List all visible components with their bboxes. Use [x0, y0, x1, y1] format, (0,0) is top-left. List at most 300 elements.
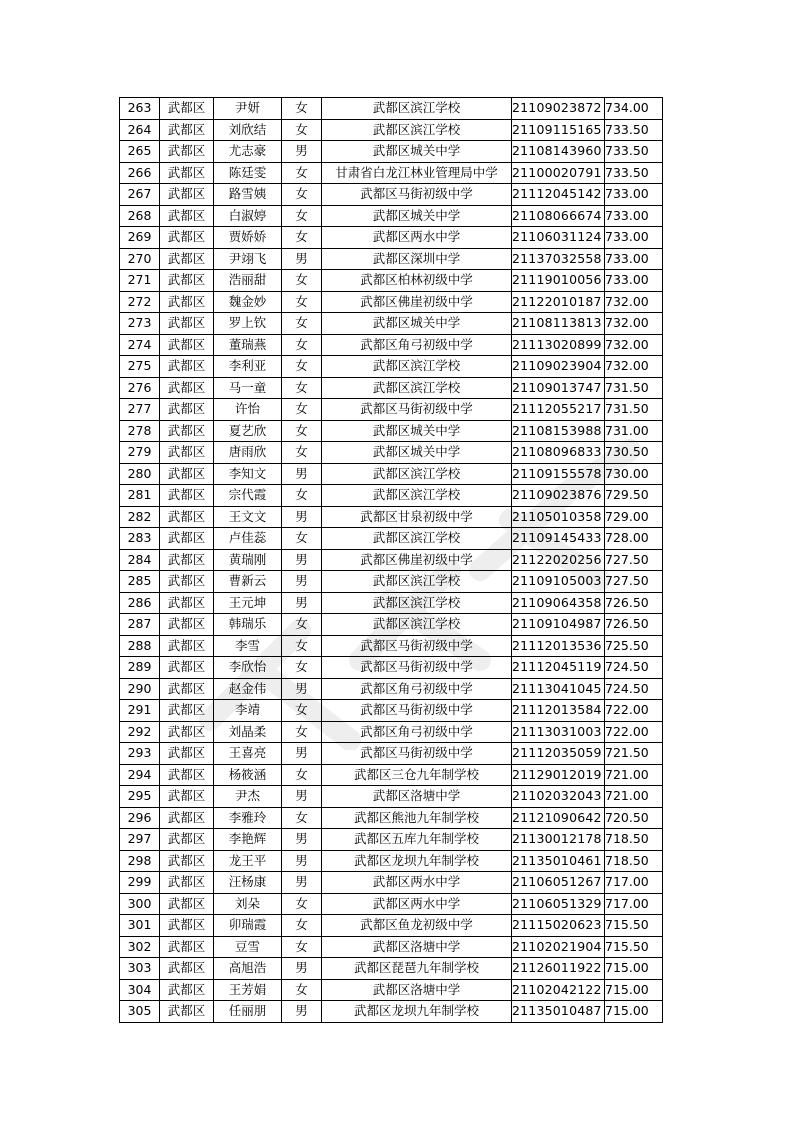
seq-cell: 283 [120, 528, 160, 550]
exam-id-cell: 21112013536 [512, 635, 605, 657]
gender-cell: 男 [282, 506, 322, 528]
district-cell: 武都区 [160, 377, 214, 399]
name-cell: 任丽朋 [214, 1001, 282, 1023]
score-cell: 733.00 [605, 184, 663, 206]
gender-cell: 女 [282, 291, 322, 313]
gender-cell: 男 [282, 743, 322, 765]
table-row [120, 571, 663, 593]
table-row [120, 506, 663, 528]
district-cell: 武都区 [160, 1001, 214, 1023]
score-cell: 731.50 [605, 377, 663, 399]
score-cell: 733.50 [605, 119, 663, 141]
table-row [120, 399, 663, 421]
district-cell: 武都区 [160, 356, 214, 378]
score-cell: 728.00 [605, 528, 663, 550]
exam-id-cell: 21109145433 [512, 528, 605, 550]
score-cell: 733.00 [605, 227, 663, 249]
gender-cell: 男 [282, 850, 322, 872]
table-row [120, 528, 663, 550]
gender-cell: 女 [282, 270, 322, 292]
seq-cell: 282 [120, 506, 160, 528]
exam-id-cell: 21112045119 [512, 657, 605, 679]
table-row [120, 936, 663, 958]
school-cell: 武都区马街初级中学 [322, 657, 512, 679]
name-cell: 李利亚 [214, 356, 282, 378]
score-cell: 715.00 [605, 1001, 663, 1023]
school-cell: 武都区马街初级中学 [322, 700, 512, 722]
district-cell: 武都区 [160, 958, 214, 980]
seq-cell: 274 [120, 334, 160, 356]
name-cell: 尹杰 [214, 786, 282, 808]
exam-id-cell: 21119010056 [512, 270, 605, 292]
score-cell: 720.50 [605, 807, 663, 829]
district-cell: 武都区 [160, 614, 214, 636]
district-cell: 武都区 [160, 700, 214, 722]
seq-cell: 298 [120, 850, 160, 872]
school-cell: 武都区马街初级中学 [322, 184, 512, 206]
name-cell: 李欣怡 [214, 657, 282, 679]
name-cell: 魏金妙 [214, 291, 282, 313]
seq-cell: 267 [120, 184, 160, 206]
name-cell: 王文文 [214, 506, 282, 528]
school-cell: 武都区琵琶九年制学校 [322, 958, 512, 980]
school-cell: 武都区鱼龙初级中学 [322, 915, 512, 937]
district-cell: 武都区 [160, 270, 214, 292]
district-cell: 武都区 [160, 936, 214, 958]
name-cell: 李靖 [214, 700, 282, 722]
school-cell: 武都区滨江学校 [322, 571, 512, 593]
gender-cell: 女 [282, 334, 322, 356]
exam-id-cell: 21108066674 [512, 205, 605, 227]
gender-cell: 女 [282, 915, 322, 937]
school-cell: 武都区两水中学 [322, 872, 512, 894]
district-cell: 武都区 [160, 592, 214, 614]
gender-cell: 男 [282, 463, 322, 485]
table-row [120, 463, 663, 485]
name-cell: 许怡 [214, 399, 282, 421]
score-cell: 733.50 [605, 141, 663, 163]
school-cell: 武都区滨江学校 [322, 463, 512, 485]
score-cell: 725.50 [605, 635, 663, 657]
exam-id-cell: 21108096833 [512, 442, 605, 464]
name-cell: 韩瑞乐 [214, 614, 282, 636]
district-cell: 武都区 [160, 678, 214, 700]
table-row [120, 721, 663, 743]
gender-cell: 男 [282, 549, 322, 571]
seq-cell: 269 [120, 227, 160, 249]
exam-id-cell: 21109064358 [512, 592, 605, 614]
district-cell: 武都区 [160, 979, 214, 1001]
exam-id-cell: 21109155578 [512, 463, 605, 485]
gender-cell: 女 [282, 485, 322, 507]
table-row [120, 334, 663, 356]
name-cell: 高旭浩 [214, 958, 282, 980]
district-cell: 武都区 [160, 571, 214, 593]
exam-id-cell: 21106051267 [512, 872, 605, 894]
name-cell: 王喜亮 [214, 743, 282, 765]
score-cell: 732.00 [605, 356, 663, 378]
district-cell: 武都区 [160, 119, 214, 141]
score-cell: 724.50 [605, 678, 663, 700]
gender-cell: 男 [282, 1001, 322, 1023]
score-cell: 730.50 [605, 442, 663, 464]
seq-cell: 289 [120, 657, 160, 679]
table-row [120, 678, 663, 700]
exam-id-cell: 21106031124 [512, 227, 605, 249]
school-cell: 武都区洛塘中学 [322, 979, 512, 1001]
gender-cell: 女 [282, 184, 322, 206]
gender-cell: 女 [282, 119, 322, 141]
table-row [120, 893, 663, 915]
district-cell: 武都区 [160, 549, 214, 571]
score-cell: 733.50 [605, 162, 663, 184]
name-cell: 尹翊飞 [214, 248, 282, 270]
district-cell: 武都区 [160, 463, 214, 485]
school-cell: 甘肃省白龙江林业管理局中学 [322, 162, 512, 184]
score-cell: 729.50 [605, 485, 663, 507]
name-cell: 尹妍 [214, 98, 282, 120]
seq-cell: 285 [120, 571, 160, 593]
table-row [120, 850, 663, 872]
seq-cell: 277 [120, 399, 160, 421]
district-cell: 武都区 [160, 205, 214, 227]
exam-id-cell: 21106051329 [512, 893, 605, 915]
table-row [120, 119, 663, 141]
exam-id-cell: 21109115165 [512, 119, 605, 141]
name-cell: 曹新云 [214, 571, 282, 593]
name-cell: 李知文 [214, 463, 282, 485]
exam-id-cell: 21102021904 [512, 936, 605, 958]
school-cell: 武都区两水中学 [322, 893, 512, 915]
school-cell: 武都区角弓初级中学 [322, 678, 512, 700]
name-cell: 赵金伟 [214, 678, 282, 700]
name-cell: 李雅玲 [214, 807, 282, 829]
district-cell: 武都区 [160, 141, 214, 163]
score-table [119, 97, 663, 1023]
exam-id-cell: 21105010358 [512, 506, 605, 528]
exam-id-cell: 21109105003 [512, 571, 605, 593]
seq-cell: 303 [120, 958, 160, 980]
table-row [120, 657, 663, 679]
score-cell: 721.00 [605, 786, 663, 808]
district-cell: 武都区 [160, 721, 214, 743]
exam-id-cell: 21137032558 [512, 248, 605, 270]
seq-cell: 266 [120, 162, 160, 184]
district-cell: 武都区 [160, 248, 214, 270]
seq-cell: 296 [120, 807, 160, 829]
seq-cell: 288 [120, 635, 160, 657]
table-row [120, 786, 663, 808]
gender-cell: 女 [282, 227, 322, 249]
school-cell: 武都区城关中学 [322, 141, 512, 163]
school-cell: 武都区角弓初级中学 [322, 334, 512, 356]
district-cell: 武都区 [160, 850, 214, 872]
school-cell: 武都区五库九年制学校 [322, 829, 512, 851]
district-cell: 武都区 [160, 420, 214, 442]
gender-cell: 男 [282, 141, 322, 163]
exam-id-cell: 21102042122 [512, 979, 605, 1001]
school-cell: 武都区滨江学校 [322, 356, 512, 378]
score-cell: 727.50 [605, 549, 663, 571]
school-cell: 武都区滨江学校 [322, 119, 512, 141]
score-cell: 733.00 [605, 248, 663, 270]
table-row [120, 958, 663, 980]
exam-id-cell: 21122010187 [512, 291, 605, 313]
exam-id-cell: 21112035059 [512, 743, 605, 765]
name-cell: 刘朵 [214, 893, 282, 915]
name-cell: 李艳辉 [214, 829, 282, 851]
seq-cell: 295 [120, 786, 160, 808]
table-row [120, 162, 663, 184]
table-row [120, 614, 663, 636]
table-row [120, 979, 663, 1001]
seq-cell: 273 [120, 313, 160, 335]
school-cell: 武都区佛崖初级中学 [322, 291, 512, 313]
score-cell: 715.50 [605, 936, 663, 958]
score-cell: 718.50 [605, 850, 663, 872]
gender-cell: 女 [282, 399, 322, 421]
score-cell: 726.50 [605, 614, 663, 636]
school-cell: 武都区两水中学 [322, 227, 512, 249]
table-row [120, 442, 663, 464]
district-cell: 武都区 [160, 184, 214, 206]
gender-cell: 女 [282, 98, 322, 120]
table-row [120, 141, 663, 163]
gender-cell: 女 [282, 614, 322, 636]
table-row [120, 549, 663, 571]
name-cell: 陈廷雯 [214, 162, 282, 184]
table-row [120, 485, 663, 507]
seq-cell: 280 [120, 463, 160, 485]
district-cell: 武都区 [160, 764, 214, 786]
table-row [120, 872, 663, 894]
seq-cell: 275 [120, 356, 160, 378]
seq-cell: 268 [120, 205, 160, 227]
district-cell: 武都区 [160, 313, 214, 335]
score-cell: 734.00 [605, 98, 663, 120]
score-cell: 731.50 [605, 399, 663, 421]
seq-cell: 279 [120, 442, 160, 464]
table-row [120, 205, 663, 227]
gender-cell: 女 [282, 657, 322, 679]
seq-cell: 272 [120, 291, 160, 313]
seq-cell: 278 [120, 420, 160, 442]
seq-cell: 300 [120, 893, 160, 915]
school-cell: 武都区滨江学校 [322, 377, 512, 399]
school-cell: 武都区龙坝九年制学校 [322, 1001, 512, 1023]
name-cell: 罗上钦 [214, 313, 282, 335]
gender-cell: 女 [282, 936, 322, 958]
table-row [120, 592, 663, 614]
exam-id-cell: 21102032043 [512, 786, 605, 808]
exam-id-cell: 21121090642 [512, 807, 605, 829]
district-cell: 武都区 [160, 915, 214, 937]
exam-id-cell: 21113031003 [512, 721, 605, 743]
score-cell: 718.50 [605, 829, 663, 851]
district-cell: 武都区 [160, 829, 214, 851]
seq-cell: 265 [120, 141, 160, 163]
gender-cell: 男 [282, 829, 322, 851]
gender-cell: 女 [282, 162, 322, 184]
exam-id-cell: 21135010461 [512, 850, 605, 872]
score-cell: 715.00 [605, 958, 663, 980]
school-cell: 武都区龙坝九年制学校 [322, 850, 512, 872]
school-cell: 武都区滨江学校 [322, 592, 512, 614]
exam-id-cell: 21113020899 [512, 334, 605, 356]
name-cell: 刘晶柔 [214, 721, 282, 743]
gender-cell: 女 [282, 807, 322, 829]
table-row [120, 227, 663, 249]
school-cell: 武都区深圳中学 [322, 248, 512, 270]
seq-cell: 276 [120, 377, 160, 399]
school-cell: 武都区佛崖初级中学 [322, 549, 512, 571]
table-row [120, 291, 663, 313]
district-cell: 武都区 [160, 98, 214, 120]
table-row [120, 915, 663, 937]
name-cell: 卢佳蕊 [214, 528, 282, 550]
seq-cell: 293 [120, 743, 160, 765]
school-cell: 武都区三仓九年制学校 [322, 764, 512, 786]
table-row [120, 1001, 663, 1023]
exam-id-cell: 21109023904 [512, 356, 605, 378]
name-cell: 刘欣结 [214, 119, 282, 141]
school-cell: 武都区马街初级中学 [322, 399, 512, 421]
name-cell: 卯瑞霞 [214, 915, 282, 937]
table-row [120, 743, 663, 765]
table-row [120, 764, 663, 786]
gender-cell: 男 [282, 786, 322, 808]
seq-cell: 284 [120, 549, 160, 571]
gender-cell: 女 [282, 635, 322, 657]
gender-cell: 男 [282, 872, 322, 894]
score-cell: 726.50 [605, 592, 663, 614]
seq-cell: 291 [120, 700, 160, 722]
name-cell: 王芳娟 [214, 979, 282, 1001]
exam-id-cell: 21130012178 [512, 829, 605, 851]
score-cell: 730.00 [605, 463, 663, 485]
exam-id-cell: 21129012019 [512, 764, 605, 786]
name-cell: 董瑞燕 [214, 334, 282, 356]
district-cell: 武都区 [160, 807, 214, 829]
seq-cell: 271 [120, 270, 160, 292]
district-cell: 武都区 [160, 399, 214, 421]
gender-cell: 女 [282, 721, 322, 743]
gender-cell: 男 [282, 571, 322, 593]
name-cell: 马一童 [214, 377, 282, 399]
gender-cell: 女 [282, 442, 322, 464]
exam-id-cell: 21135010487 [512, 1001, 605, 1023]
gender-cell: 女 [282, 356, 322, 378]
district-cell: 武都区 [160, 528, 214, 550]
table-row [120, 270, 663, 292]
gender-cell: 女 [282, 893, 322, 915]
name-cell: 龙王平 [214, 850, 282, 872]
table-row [120, 356, 663, 378]
school-cell: 武都区滨江学校 [322, 485, 512, 507]
school-cell: 武都区城关中学 [322, 205, 512, 227]
table-row [120, 635, 663, 657]
table-row [120, 377, 663, 399]
district-cell: 武都区 [160, 227, 214, 249]
table-row [120, 313, 663, 335]
name-cell: 宗代霞 [214, 485, 282, 507]
score-cell: 715.00 [605, 979, 663, 1001]
score-cell: 724.50 [605, 657, 663, 679]
school-cell: 武都区熊池九年制学校 [322, 807, 512, 829]
score-cell: 732.00 [605, 334, 663, 356]
district-cell: 武都区 [160, 743, 214, 765]
gender-cell: 女 [282, 764, 322, 786]
table-row [120, 420, 663, 442]
district-cell: 武都区 [160, 162, 214, 184]
exam-id-cell: 21115020623 [512, 915, 605, 937]
gender-cell: 男 [282, 958, 322, 980]
score-cell: 721.50 [605, 743, 663, 765]
seq-cell: 286 [120, 592, 160, 614]
exam-id-cell: 21100020791 [512, 162, 605, 184]
name-cell: 路雪姨 [214, 184, 282, 206]
exam-id-cell: 21108113813 [512, 313, 605, 335]
seq-cell: 297 [120, 829, 160, 851]
table-body [120, 98, 663, 1023]
seq-cell: 294 [120, 764, 160, 786]
district-cell: 武都区 [160, 506, 214, 528]
seq-cell: 263 [120, 98, 160, 120]
score-cell: 729.00 [605, 506, 663, 528]
gender-cell: 女 [282, 979, 322, 1001]
district-cell: 武都区 [160, 786, 214, 808]
school-cell: 武都区洛塘中学 [322, 936, 512, 958]
gender-cell: 男 [282, 678, 322, 700]
gender-cell: 男 [282, 248, 322, 270]
exam-id-cell: 21112045142 [512, 184, 605, 206]
score-cell: 732.00 [605, 291, 663, 313]
exam-id-cell: 21112055217 [512, 399, 605, 421]
name-cell: 唐雨欣 [214, 442, 282, 464]
table-row [120, 829, 663, 851]
seq-cell: 304 [120, 979, 160, 1001]
table-row [120, 248, 663, 270]
seq-cell: 292 [120, 721, 160, 743]
score-cell: 733.00 [605, 270, 663, 292]
district-cell: 武都区 [160, 872, 214, 894]
seq-cell: 305 [120, 1001, 160, 1023]
school-cell: 武都区城关中学 [322, 442, 512, 464]
exam-id-cell: 21108153988 [512, 420, 605, 442]
score-cell: 717.00 [605, 872, 663, 894]
score-cell: 722.00 [605, 700, 663, 722]
seq-cell: 299 [120, 872, 160, 894]
district-cell: 武都区 [160, 635, 214, 657]
exam-id-cell: 21112013584 [512, 700, 605, 722]
gender-cell: 女 [282, 205, 322, 227]
seq-cell: 290 [120, 678, 160, 700]
table-row [120, 700, 663, 722]
name-cell: 夏艺欣 [214, 420, 282, 442]
school-cell: 武都区滨江学校 [322, 614, 512, 636]
exam-id-cell: 21126011922 [512, 958, 605, 980]
seq-cell: 281 [120, 485, 160, 507]
district-cell: 武都区 [160, 657, 214, 679]
score-cell: 717.00 [605, 893, 663, 915]
name-cell: 李雪 [214, 635, 282, 657]
name-cell: 黄瑞刚 [214, 549, 282, 571]
district-cell: 武都区 [160, 334, 214, 356]
exam-id-cell: 21109104987 [512, 614, 605, 636]
name-cell: 王元坤 [214, 592, 282, 614]
name-cell: 浩丽甜 [214, 270, 282, 292]
district-cell: 武都区 [160, 442, 214, 464]
